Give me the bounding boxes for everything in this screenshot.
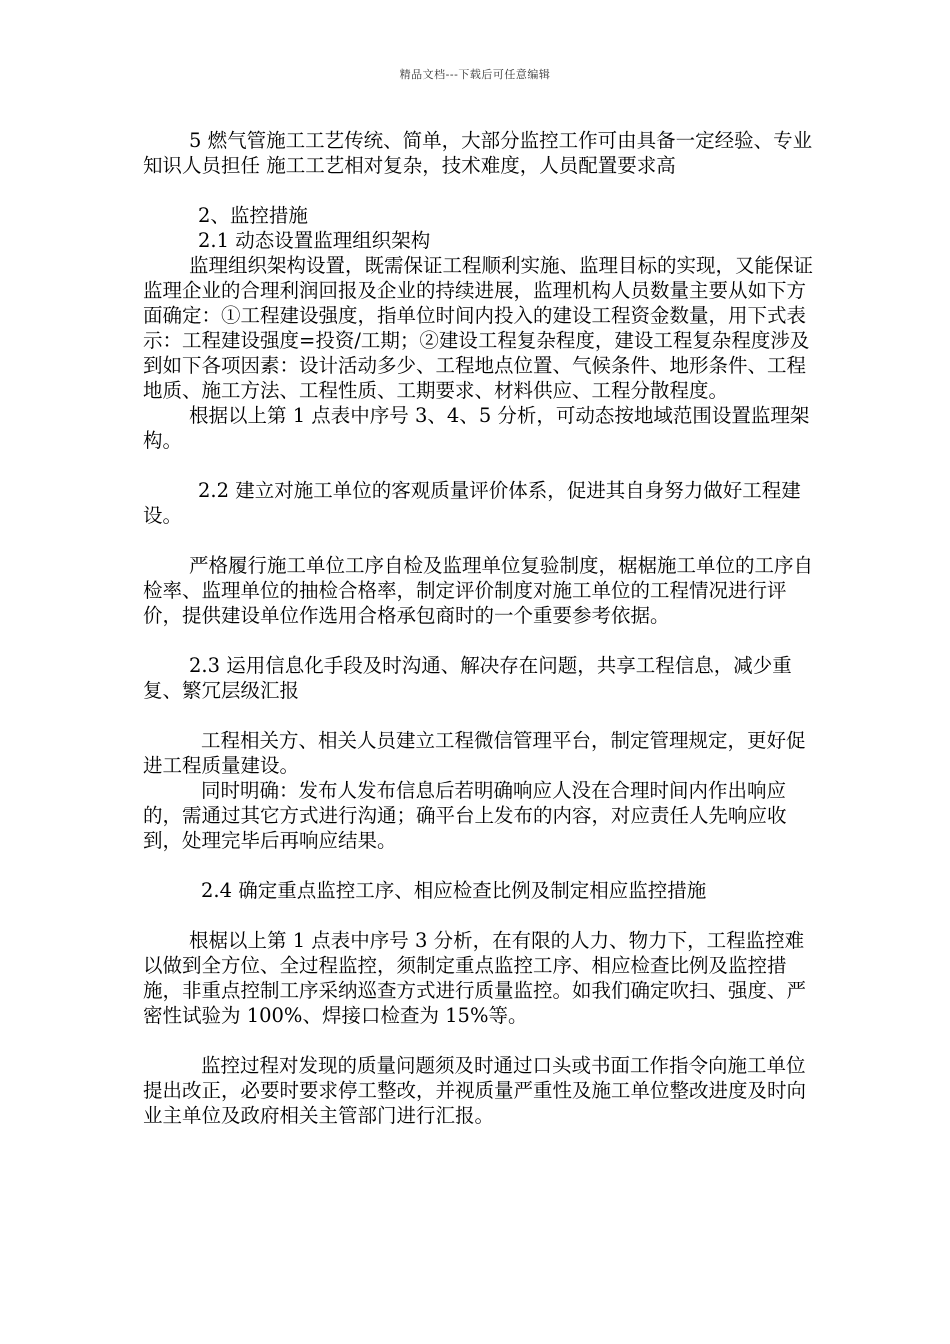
paragraph-rectification: 监控过程对发现的质量问题须及时通过口头或书面工作指令向施工单位提出改正，必要时要求停工整改，并视质量严重性及施工单位整改进度及时向业主单位及政府相关主管部门进行汇报。 [143,1054,807,1127]
page-header: 精品文档---下载后可任意编辑 [399,68,551,81]
paragraph-key-processes: 根椐以上第 1 点表中序号 3 分析，在有限的人力、物力下，工程监控难以做到全方位、全过程监控，须制定重点监控工序、相应检查比例及监控措施，非重点控制工序采纳巡查方式进行质量监控。如我们确定吹扫、强度、严密性试验为 100%、焊接口检查为 15%等。 [143,929,807,1027]
heading-2-3: 2.3 运用信息化手段及时沟通、解决存在问题，共享工程信息，减少重复、繁冗层级汇报 [143,654,792,702]
paragraph-response-rules: 同时明确：发布人发布信息后若明确响应人没在合理时间内作出响应的，需通过其它方式进行沟通；确平台上发布的内容，对应责任人先响应收到，处理完毕后再响应结果。 [143,779,787,852]
paragraph-dynamic-setup: 根据以上第 1 点表中序号 3、4、5 分析，可动态按地域范围设置监理架构。 [143,404,810,452]
heading-monitoring-measures: 2、监控措施 [198,204,308,227]
document-body [143,128,813,1128]
paragraph-org-structure: 监理组织架构设置，既需保证工程顺利实施、监理目标的实现，又能保证监理企业的合理利润回报及企业的持续进展，监理机构人员数量主要从如下方面确定：①工程建设强度，指单位时间内投入的建设工程资金数量，用下式表示：工程建设强度=投资/工期；②建设工程复杂程度，建设工程复杂程度涉及到如下各项因素：设计活动多少、工程地点位置、气候条件、地形条件、工程地质、施工方法、工程性质、工期要求、材料供应、工程分散程度。 [143,254,814,402]
paragraph-quality-evaluation: 严格履行施工单位工序自检及监理单位复验制度，椐椐施工单位的工序自检率、监理单位的抽检合格率，制定评价制度对施工单位的工程情况进行评价，提供建设单位作选用合格承包商时的一个重要参考依据。 [143,554,814,627]
paragraph-wechat-platform: 工程相关方、相关人员建立工程微信管理平台，制定管理规定，更好促进工程质量建设。 [143,729,806,777]
heading-2-2: 2.2 建立对施工单位的客观质量评价体系，促进其自身努力做好工程建设。 [143,479,801,527]
heading-2-4: 2.4 确定重点监控工序、相应检查比例及制定相应监控措施 [201,879,707,902]
heading-2-1: 2.1 动态设置监理组织架构 [198,229,431,252]
paragraph-pipe-process: 5 燃气管施工工艺传统、简单，大部分监控工作可由具备一定经验、专业知识人员担任 施工工艺相对复杂，技术难度，人员配置要求高 [143,129,813,177]
